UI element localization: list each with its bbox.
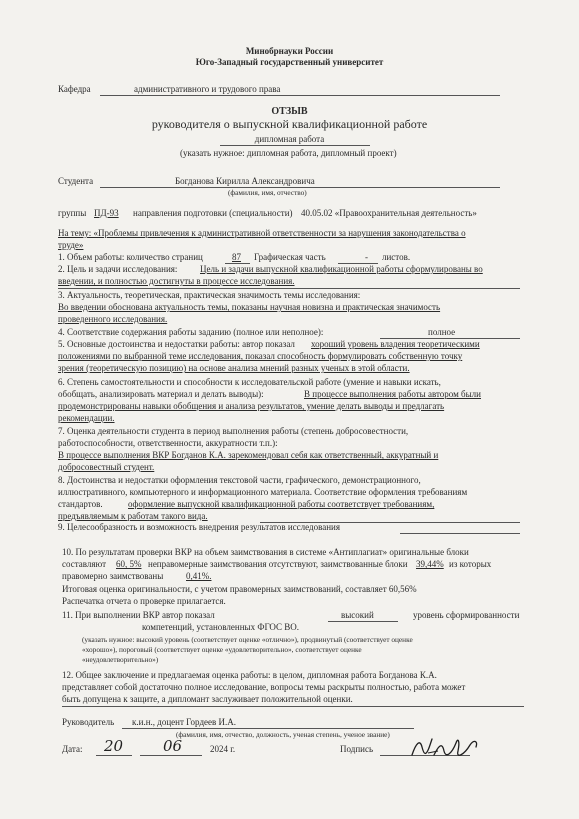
s8-text-1: оформление выпускной квалификационной работы соответствует требованиям,	[128, 499, 435, 509]
s5-text-2: положениями по выбранной теме исследования, показал способность формулировать собственную точку	[58, 351, 463, 361]
s10-original-label: составляют	[62, 559, 107, 569]
s7-label-1: 7. Оценка деятельности студента в период выполнения работы (степень добросовестности,	[58, 426, 409, 436]
department-underline	[100, 95, 500, 96]
supervisor-value: к.и.н., доцент Гордеев И.А.	[132, 717, 237, 727]
direction-value: 40.05.02 «Правоохранительная деятельность»	[301, 208, 477, 218]
s2-label: 2. Цель и задачи исследования:	[58, 264, 178, 274]
s1-sheets: листов.	[382, 252, 411, 262]
s4-label: 4. Соответствие содержания работы заданию (полное или неполное):	[58, 327, 324, 337]
work-type: дипломная работа	[254, 134, 325, 144]
s8-label-1: 8. Достоинства и недостатки оформления текстовой части, графического, демонстрационного,	[58, 475, 421, 485]
s3-label: 3. Актуальность, теоретическая, практическая значимость темы исследования:	[58, 290, 361, 300]
topic-line-1: На тему: «Проблемы привлечения к административной ответственности за нарушения законодательства о	[58, 228, 466, 238]
s3-text-1: Во введении обоснована актуальность темы, показаны научная новизна и практическая значимость	[58, 302, 441, 312]
direction-label: направления подготовки (специальности)	[133, 208, 293, 218]
student-label: Студента	[58, 176, 94, 186]
s12-text-3: быть допущена к защите, а дипломант заслуживает положительной оценки.	[62, 694, 353, 704]
s2-text-2: введении, и полностью достигнуты в процессе исследования.	[58, 276, 295, 286]
s11-label: 11. При выполнении ВКР автор показал	[62, 610, 215, 620]
s8-label-3: стандартов.	[58, 499, 103, 509]
s3-text-2: проведенного исследования.	[58, 314, 168, 324]
date-month: 06	[163, 737, 183, 755]
s8-text-2: предъявляемым к работам такого вида.	[58, 511, 208, 521]
s12-rule	[62, 706, 524, 707]
s11-level: высокий	[341, 610, 374, 620]
s10-borrow-value: 39,44%	[416, 559, 444, 569]
date-year: 2024 г.	[210, 744, 236, 754]
s12-text-2: представляет собой достаточно полное исследование, вопросы темы раскрыты полностью, работа может	[62, 682, 466, 692]
s10-of-which: из которых	[449, 559, 492, 569]
s10-final: Итоговая оценка оригинальности, с учетом правомерных заимствований, составляет 60,56%	[62, 584, 417, 594]
s11-competencies: компетенций, установленных ФГОС ВО.	[142, 622, 300, 632]
s10-legit-label: правомерно заимствованы	[62, 571, 164, 581]
date-label: Дата:	[62, 744, 83, 754]
date-day-underline	[96, 755, 132, 756]
s11-hint-1: (указать нужное: высокий уровень (соответствует оценке «отлично»), продвинутый (соответствует оценке	[82, 635, 413, 644]
s6-text-3: рекомендации.	[58, 413, 115, 423]
doc-subtitle: руководителя о выпускной квалификационной работе	[151, 117, 428, 131]
s10-report: Распечатка отчета о проверке прилагается.	[62, 596, 226, 606]
signature-label: Подпись	[340, 744, 374, 754]
s6-label-1: 6. Степень самостоятельности и способности к исследовательской работе (умение и навыки искать,	[58, 377, 441, 387]
department-label: Кафедра	[58, 84, 91, 94]
s2-text-1: Цель и задачи выпускной квалификационной работы сформулированы во	[200, 264, 483, 274]
s11-level-suffix: уровень сформированности	[413, 610, 520, 620]
s9-underline	[400, 533, 520, 534]
handwritten-signature-icon	[408, 733, 480, 763]
s6-text-1: В процессе выполнения работы автором были	[304, 389, 481, 399]
work-type-underline	[220, 145, 370, 146]
topic-line-2: труде»	[58, 240, 84, 250]
s10-label: 10. По результатам проверки ВКР на объем заимствования в системе «Антиплагиат» оригинальные блоки	[62, 547, 469, 557]
s10-legit-value: 0,41%.	[186, 571, 212, 581]
supervisor-underline	[122, 728, 414, 729]
s7-label-2: работоспособности, ответственности, аккуратности т.п.):	[58, 438, 278, 448]
date-day: 20	[104, 737, 124, 755]
ministry-heading: Минобрнауки России	[245, 46, 334, 56]
s10-original-value: 60, 5%	[116, 559, 142, 569]
s6-label-2: обобщать, анализировать материал и делать выводы):	[58, 389, 264, 399]
s1-label: 1. Объем работы: количество страниц	[58, 252, 203, 262]
s5-text-1: хороший уровень владения теоретическими	[311, 339, 480, 349]
supervisor-caption: (фамилия, имя, отчество, должность, ученая степень, ученое звание)	[176, 730, 390, 739]
date-month-underline	[140, 755, 202, 756]
doc-title: ОТЗЫВ	[271, 106, 308, 117]
s11-hint-2: «хорошо»), пороговый (соответствует оценке «удовлетворительно», соответствует оценке	[82, 645, 362, 654]
s1-graphic-value: -	[365, 252, 368, 262]
s4-value: полное	[428, 327, 456, 337]
s7-text-2: добросовестный студент.	[58, 462, 155, 472]
s12-text-1: 12. Общее заключение и предлагаемая оценка работы: в целом, дипломная работа Богданова К.А.	[62, 670, 437, 680]
student-name: Богданова Кирилла Александровича	[175, 176, 315, 186]
s9-label: 9. Целесообразность и возможность внедрения результатов исследования	[58, 522, 340, 532]
s5-text-3: зрения (теоретическую позицию) на основе анализа мнений разных ученых в этой области.	[58, 363, 410, 373]
s11-hint-3: «неудовлетворительно»)	[82, 655, 159, 664]
department-value: административного и трудового права	[134, 84, 281, 94]
s10-borrow-label: неправомерные заимствования отсутствуют, заимствованные блоки	[148, 559, 408, 569]
s11-level-underline	[328, 621, 398, 622]
university-heading: Юго-Западный государственный университет	[195, 57, 384, 67]
s7-text-1: В процессе выполнения ВКР Богданов К.А. зарекомендовал себя как ответственный, аккуратный и	[58, 450, 439, 460]
s6-text-2: продемонстрированы навыки обобщения и анализа результатов, умение делать выводы и предлагать	[58, 401, 445, 411]
s1-pages: 87	[232, 252, 241, 262]
s8-label-2: иллюстративного, компьютерного и информационного материала. Соответствие оформления требованиям	[58, 487, 468, 497]
student-caption: (фамилия, имя, отчество)	[228, 188, 307, 197]
group-label: группы	[58, 208, 87, 218]
supervisor-label: Руководитель	[62, 717, 115, 727]
s1-graphic-label: Графическая часть	[254, 252, 326, 262]
s2-rule	[58, 288, 520, 289]
s5-label: 5. Основные достоинства и недостатки работы: автор показал	[58, 339, 295, 349]
work-type-hint: (указать нужное: дипломная работа, дипломный проект)	[180, 148, 397, 158]
group-value: ПД-93	[94, 208, 119, 218]
